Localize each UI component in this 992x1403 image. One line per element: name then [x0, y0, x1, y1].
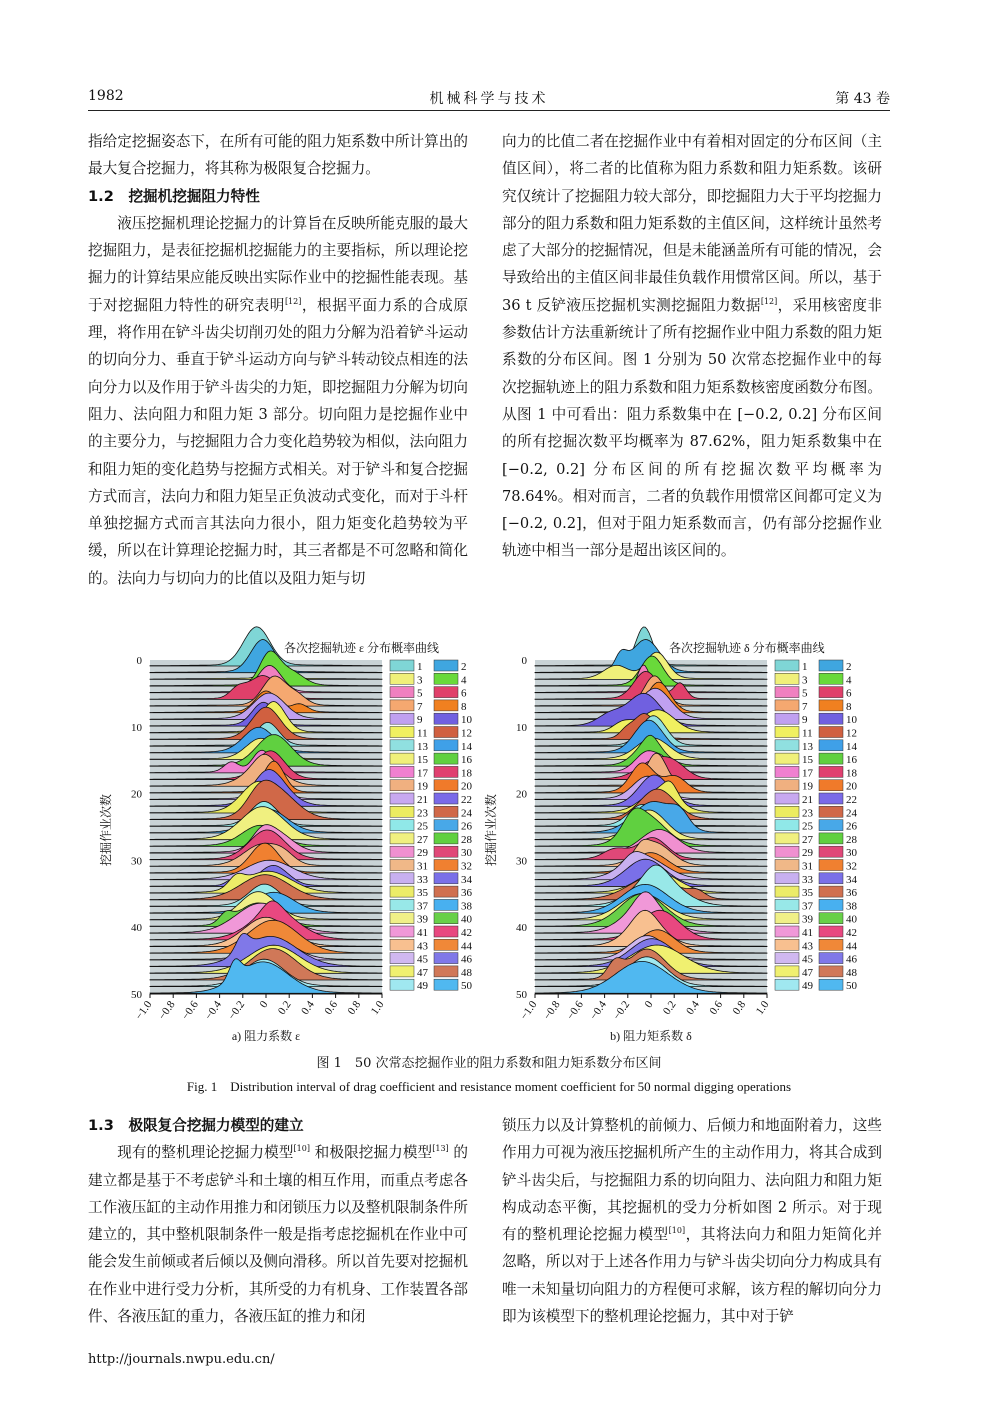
x-tick-label: 0.6: [322, 998, 341, 1017]
legend-swatch-30: [434, 846, 458, 857]
x-axis-label: a) 阻力系数 ε: [231, 1029, 301, 1043]
legend-label-1: 1: [417, 661, 423, 673]
legend-label-25: 25: [802, 820, 813, 833]
legend-swatch-11: [390, 727, 414, 738]
y-axis-label: 挖掘作业次数: [99, 793, 113, 867]
legend-label-10: 10: [846, 714, 857, 727]
legend-swatch-39: [390, 913, 414, 924]
legend-label-33: 33: [802, 873, 813, 886]
legend-label-4: 4: [461, 674, 467, 687]
legend-swatch-47: [390, 966, 414, 977]
legend-label-41: 41: [802, 927, 813, 939]
legend-swatch-11: [775, 727, 799, 738]
y-tick-label: 0: [521, 655, 527, 667]
y-tick-label: 40: [131, 922, 142, 935]
legend-swatch-23: [390, 806, 414, 817]
legend-swatch-34: [819, 873, 843, 884]
paragraph: 现有的整机理论挖掘力模型[10] 和极限挖掘力模型[13] 的建立都是基于不考虑铲斗和土壤的相互作用，而重点考虑各工作液压缸的主动作用推力和闭锁压力以及整机限制条件所建立的，其中整机限制条件一般是指考虑挖掘机在作业中可能会发生前倾或者后倾以及侧向滑移。所以首先要对挖掘机在作业中进行受力分析，其所受的力有机身、工作装置各部件、各液压缸的重力，各液压缸的推力和闭: [88, 1144, 468, 1326]
x-axis-label: b) 阻力矩系数 δ: [610, 1029, 692, 1043]
x-tick-label: −0.6: [179, 998, 201, 1023]
legend-swatch-37: [775, 899, 799, 910]
legend-label-16: 16: [461, 754, 472, 767]
legend-swatch-18: [819, 766, 843, 777]
legend-swatch-5: [775, 687, 799, 698]
x-tick-label: −0.2: [225, 998, 248, 1023]
legend-swatch-43: [775, 939, 799, 950]
legend-swatch-15: [775, 753, 799, 764]
legend-label-2: 2: [461, 661, 467, 673]
legend-label-48: 48: [846, 966, 857, 979]
citation-12[interactable]: [12]: [284, 296, 302, 306]
legend-swatch-17: [775, 766, 799, 777]
x-tick-label: 0.6: [707, 998, 726, 1017]
legend-label-38: 38: [461, 900, 472, 913]
legend-swatch-28: [819, 833, 843, 844]
x-tick-label: 0.2: [660, 998, 679, 1017]
legend-swatch-48: [819, 966, 843, 977]
legend-swatch-42: [819, 926, 843, 937]
x-tick-label: 0: [257, 998, 271, 1011]
legend-label-36: 36: [846, 887, 857, 900]
legend-label-29: 29: [802, 847, 813, 860]
legend-label-13: 13: [417, 740, 428, 753]
legend-swatch-24: [434, 806, 458, 817]
legend-label-3: 3: [802, 674, 808, 687]
legend-swatch-21: [775, 793, 799, 804]
legend-swatch-8: [819, 700, 843, 711]
y-tick-label: 30: [516, 855, 527, 868]
page-number: 1982: [88, 88, 124, 104]
legend-label-23: 23: [802, 807, 813, 820]
legend-swatch-3: [390, 673, 414, 684]
legend-label-24: 24: [846, 807, 857, 820]
legend-swatch-2: [819, 660, 843, 671]
legend-label-16: 16: [846, 754, 857, 767]
legend-swatch-3: [775, 673, 799, 684]
x-tick-label: 1.0: [368, 998, 387, 1017]
legend-label-45: 45: [802, 953, 813, 966]
legend-swatch-17: [390, 766, 414, 777]
figure-caption-cn: 图 1 50 次常态挖掘作业的阻力系数和阻力矩系数分布区间: [316, 1056, 662, 1071]
legend-label-50: 50: [846, 980, 857, 993]
legend-swatch-7: [390, 700, 414, 711]
legend-swatch-50: [819, 979, 843, 990]
legend-label-35: 35: [802, 887, 813, 900]
legend-label-23: 23: [417, 807, 428, 820]
legend-label-17: 17: [417, 767, 428, 780]
citation-10[interactable]: [10]: [293, 1144, 310, 1154]
y-axis-label: 挖掘作业次数: [484, 793, 498, 867]
legend-swatch-10: [434, 713, 458, 724]
legend-label-22: 22: [461, 794, 472, 806]
legend-swatch-1: [775, 660, 799, 671]
legend-label-30: 30: [461, 847, 472, 860]
legend-swatch-13: [775, 740, 799, 751]
legend-label-9: 9: [417, 714, 423, 727]
legend-swatch-25: [775, 820, 799, 831]
x-tick-label: −0.4: [587, 998, 610, 1023]
legend-label-7: 7: [417, 700, 423, 713]
legend-swatch-49: [390, 979, 414, 990]
y-tick-label: 20: [131, 788, 142, 801]
left-column-top: [88, 128, 468, 592]
x-tick-label: 0.4: [299, 998, 317, 1017]
legend-swatch-42: [434, 926, 458, 937]
y-tick-label: 0: [136, 655, 142, 667]
legend-swatch-26: [434, 820, 458, 831]
legend-label-3: 3: [417, 674, 423, 687]
chart-title: 各次挖掘轨迹 δ 分布概率曲线: [669, 641, 825, 655]
legend-label-39: 39: [802, 913, 813, 926]
legend-label-26: 26: [846, 820, 857, 833]
section-heading-1-2: 1.2 挖掘机挖掘阻力特性: [88, 187, 260, 205]
x-tick-label: 0.2: [275, 998, 294, 1017]
legend-label-24: 24: [461, 807, 472, 820]
legend-label-31: 31: [802, 860, 813, 873]
legend-swatch-1: [390, 660, 414, 671]
legend-swatch-31: [775, 860, 799, 871]
x-tick-label: 0.8: [345, 998, 364, 1017]
legend-swatch-19: [390, 780, 414, 791]
legend-swatch-45: [390, 953, 414, 964]
legend-label-5: 5: [417, 687, 423, 700]
legend-swatch-9: [775, 713, 799, 724]
legend-swatch-28: [434, 833, 458, 844]
legend-swatch-15: [390, 753, 414, 764]
legend-label-7: 7: [802, 700, 808, 713]
legend-label-37: 37: [417, 900, 428, 913]
legend-label-21: 21: [802, 794, 813, 806]
legend-label-42: 42: [461, 927, 472, 939]
journal-name: 机械科学与技术: [429, 91, 549, 107]
citation-12[interactable]: [12]: [760, 296, 778, 306]
legend-swatch-35: [775, 886, 799, 897]
legend-swatch-29: [775, 846, 799, 857]
legend-label-41: 41: [417, 927, 428, 939]
right-column-top: [502, 128, 882, 565]
legend-label-37: 37: [802, 900, 813, 913]
legend-label-18: 18: [846, 767, 857, 780]
legend-swatch-37: [390, 899, 414, 910]
legend-swatch-46: [819, 953, 843, 964]
x-tick-label: −0.8: [156, 998, 178, 1023]
legend-label-6: 6: [461, 687, 467, 700]
legend-label-30: 30: [846, 847, 857, 860]
legend-label-12: 12: [461, 727, 472, 740]
x-tick-label: 0.4: [684, 998, 702, 1017]
legend-swatch-2: [434, 660, 458, 671]
legend-swatch-44: [819, 939, 843, 950]
legend-swatch-5: [390, 687, 414, 698]
legend-swatch-12: [434, 727, 458, 738]
legend-swatch-19: [775, 780, 799, 791]
legend-swatch-33: [775, 873, 799, 884]
legend-label-1: 1: [802, 661, 808, 673]
legend-swatch-25: [390, 820, 414, 831]
legend-label-47: 47: [802, 966, 813, 979]
legend-label-20: 20: [846, 780, 857, 793]
legend-swatch-40: [434, 913, 458, 924]
legend-swatch-43: [390, 939, 414, 950]
legend-swatch-32: [819, 860, 843, 871]
legend-swatch-20: [819, 780, 843, 791]
running-header: [88, 88, 890, 111]
legend-label-34: 34: [846, 873, 857, 886]
legend-label-43: 43: [417, 940, 428, 953]
section-heading-1-3: 1.3 极限复合挖掘力模型的建立: [88, 1117, 304, 1134]
legend-label-50: 50: [461, 980, 472, 993]
paragraph: 锁压力以及计算整机的前倾力、后倾力和地面附着力，这些作用力可视为液压挖掘机所产生的主动作用力，将其合成到铲斗齿尖后，与挖掘阻力系的切向阻力、法向阻力和阻力矩构成动态平衡，其挖掘机的受力分析如图 2 所示。对于现有的整机理论挖掘力模型[10]，其将法向力和阻力矩简化并忽略，所以对于上述各作用力与铲斗齿尖切向分力构成具有唯一未知量切向阻力的方程便可求解，该方程的解切向分力即为该模型下的整机理论挖掘力，其中对于铲: [502, 1117, 882, 1326]
legend-label-49: 49: [417, 980, 428, 993]
legend-swatch-22: [819, 793, 843, 804]
x-tick-label: −1.0: [133, 998, 155, 1023]
legend-label-33: 33: [417, 873, 428, 886]
legend-swatch-24: [819, 806, 843, 817]
legend-swatch-44: [434, 939, 458, 950]
x-tick-label: −0.8: [541, 998, 563, 1023]
legend-swatch-33: [390, 873, 414, 884]
legend-swatch-13: [390, 740, 414, 751]
legend-swatch-27: [775, 833, 799, 844]
legend-label-43: 43: [802, 940, 813, 953]
y-tick-label: 50: [131, 989, 142, 1001]
legend-label-46: 46: [846, 953, 857, 966]
legend-label-11: 11: [802, 727, 813, 740]
legend-swatch-38: [434, 899, 458, 910]
legend-swatch-38: [819, 899, 843, 910]
legend-label-15: 15: [417, 754, 428, 767]
legend-swatch-47: [775, 966, 799, 977]
legend-swatch-36: [434, 886, 458, 897]
legend-label-26: 26: [461, 820, 472, 833]
chart-title: 各次挖掘轨迹 ε 分布概率曲线: [284, 641, 440, 655]
legend-label-34: 34: [461, 873, 472, 886]
legend-swatch-4: [434, 673, 458, 684]
legend-swatch-26: [819, 820, 843, 831]
legend-swatch-10: [819, 713, 843, 724]
paragraph: 向力的比值二者在挖掘作业中有着相对固定的分布区间（主值区间），将二者的比值称为阻力系数和阻力矩系数。该研究仅统计了挖掘阻力较大部分，即挖掘阻力大于平均挖掘力部分的阻力系数和阻力矩系数的主值区间，这样统计虽然考虑了大部分的挖掘情况，但是未能涵盖所有可能的情况，会导致给出的主值区间非最佳负载作用惯常区间。所以，基于 36 t 反铲液压挖掘机实测挖掘阻力数据[12]，采用核密度非参数估计方法重新统计了所有挖掘作业中阻力系数的阻力矩系数的分布区间。图 1 分别为 50 次常态挖掘作业中的每次挖掘轨迹上的阻力系数和阻力矩系数核密度函数分布图。从图 1 中可看出：阻力系数集中在 [−0.2, 0.2] 分布区间的所有挖掘次数平均概率为 87.62%，阻力矩系数集中在 [−0.2, 0.2] 分布区间的所有挖掘次数平均概率为 78.64%。相对而言，二者的负载作用惯常区间都可定义为 [−0.2, 0.2]，但对于阻力矩系数而言，仍有部分挖掘作业轨迹中相当一部分是超出该区间的。: [502, 133, 882, 560]
legend-label-17: 17: [802, 767, 813, 780]
legend-swatch-30: [819, 846, 843, 857]
legend-label-35: 35: [417, 887, 428, 900]
paragraph: 液压挖掘机理论挖掘力的计算旨在反映所能克服的最大挖掘阻力，是表征挖掘机挖掘能力的主要指标，所以理论挖掘力的计算结果应能反映出实际作业中的挖掘性能表现。基于对挖掘阻力特性的研究表明[12]，根据平面力系的合成原理，将作用在铲斗齿尖切削刃处的阻力分解为沿着铲斗运动的切向分力、垂直于铲斗运动方向与铲斗转动铰点相连的法向分力以及作用于铲斗齿尖的力矩，即挖掘阻力分解为切向阻力、法向阻力和阻力矩 3 部分。切向阻力是挖掘作业中的主要分力，与挖掘阻力合力变化趋势较为相似，法向阻力和阻力矩的变化趋势与挖掘方式相关。对于铲斗和复合挖掘方式而言，法向力和阻力矩呈正负波动式变化，而对于斗杆单独挖掘方式而言其法向力很小，阻力矩变化趋势较为平缓，所以在计算理论挖掘力时，其三者都是不可忽略和简化的。法向力与切向力的比值以及阻力矩与切: [88, 214, 468, 587]
y-tick-label: 30: [131, 855, 142, 868]
legend-swatch-34: [434, 873, 458, 884]
x-tick-label: −0.4: [202, 998, 225, 1023]
legend-label-44: 44: [846, 940, 857, 953]
legend-label-25: 25: [417, 820, 428, 833]
legend-swatch-21: [390, 793, 414, 804]
x-tick-label: −1.0: [518, 998, 540, 1023]
legend-label-22: 22: [846, 794, 857, 806]
legend-swatch-23: [775, 806, 799, 817]
y-tick-label: 20: [516, 788, 527, 801]
legend-label-40: 40: [461, 913, 472, 926]
footer-url[interactable]: http://journals.nwpu.edu.cn/: [88, 1352, 275, 1367]
x-tick-label: 1.0: [753, 998, 772, 1017]
legend-label-6: 6: [846, 687, 852, 700]
legend-label-38: 38: [846, 900, 857, 913]
figure-1: [88, 618, 890, 1048]
legend-label-8: 8: [461, 700, 467, 713]
legend-label-48: 48: [461, 966, 472, 979]
legend-label-32: 32: [846, 860, 857, 873]
legend-label-10: 10: [461, 714, 472, 727]
legend-label-18: 18: [461, 767, 472, 780]
x-tick-label: −0.2: [610, 998, 633, 1023]
paragraph: 指给定挖掘姿态下，在所有可能的阻力矩系数中所计算出的最大复合挖掘力，将其称为极限复合挖掘力。: [88, 133, 468, 178]
legend-swatch-9: [390, 713, 414, 724]
legend-label-32: 32: [461, 860, 472, 873]
citation-13[interactable]: [13]: [432, 1144, 449, 1154]
legend-swatch-31: [390, 860, 414, 871]
legend-swatch-14: [819, 740, 843, 751]
legend-swatch-49: [775, 979, 799, 990]
y-tick-label: 50: [516, 989, 527, 1001]
legend-swatch-29: [390, 846, 414, 857]
legend-swatch-8: [434, 700, 458, 711]
legend-swatch-32: [434, 860, 458, 871]
legend-label-44: 44: [461, 940, 472, 953]
legend-label-27: 27: [417, 833, 428, 846]
legend-label-28: 28: [461, 833, 472, 846]
legend-swatch-16: [819, 753, 843, 764]
legend-swatch-4: [819, 673, 843, 684]
legend-swatch-7: [775, 700, 799, 711]
legend-label-49: 49: [802, 980, 813, 993]
y-tick-label: 10: [131, 721, 142, 734]
legend-swatch-16: [434, 753, 458, 764]
legend-label-15: 15: [802, 754, 813, 767]
legend-swatch-48: [434, 966, 458, 977]
legend-label-28: 28: [846, 833, 857, 846]
legend-swatch-41: [390, 926, 414, 937]
legend-swatch-50: [434, 979, 458, 990]
legend-swatch-40: [819, 913, 843, 924]
x-tick-label: 0.8: [730, 998, 749, 1017]
legend-label-47: 47: [417, 966, 428, 979]
figure-caption-en: Fig. 1 Distribution interval of drag coefficient and resistance moment coefficient for 50 normal digging operations: [186, 1079, 792, 1094]
legend-label-12: 12: [846, 727, 857, 740]
x-tick-label: 0: [642, 998, 656, 1011]
legend-swatch-6: [434, 687, 458, 698]
legend-swatch-36: [819, 886, 843, 897]
citation-10[interactable]: [10]: [668, 1226, 686, 1236]
legend-label-19: 19: [802, 780, 813, 793]
x-tick-label: −0.6: [564, 998, 586, 1023]
legend-swatch-45: [775, 953, 799, 964]
legend-label-11: 11: [417, 727, 428, 740]
legend-label-40: 40: [846, 913, 857, 926]
legend-label-19: 19: [417, 780, 428, 793]
legend-label-13: 13: [802, 740, 813, 753]
legend-swatch-41: [775, 926, 799, 937]
legend-label-39: 39: [417, 913, 428, 926]
legend-label-14: 14: [846, 740, 857, 753]
legend-swatch-18: [434, 766, 458, 777]
volume-label: 第 43 卷: [835, 91, 890, 107]
legend-swatch-35: [390, 886, 414, 897]
legend-label-2: 2: [846, 661, 852, 673]
y-tick-label: 40: [516, 922, 527, 935]
legend-swatch-6: [819, 687, 843, 698]
legend-swatch-46: [434, 953, 458, 964]
legend-label-45: 45: [417, 953, 428, 966]
y-tick-label: 10: [516, 721, 527, 734]
legend-label-8: 8: [846, 700, 852, 713]
legend-label-36: 36: [461, 887, 472, 900]
legend-swatch-22: [434, 793, 458, 804]
legend-label-21: 21: [417, 794, 428, 806]
legend-label-14: 14: [461, 740, 472, 753]
legend-swatch-27: [390, 833, 414, 844]
legend-label-4: 4: [846, 674, 852, 687]
legend-swatch-20: [434, 780, 458, 791]
legend-swatch-14: [434, 740, 458, 751]
legend-label-42: 42: [846, 927, 857, 939]
legend-label-5: 5: [802, 687, 808, 700]
legend-label-20: 20: [461, 780, 472, 793]
legend-swatch-12: [819, 727, 843, 738]
left-column-bottom: [88, 1112, 468, 1330]
legend-label-31: 31: [417, 860, 428, 873]
right-column-bottom: [502, 1112, 882, 1330]
legend-label-29: 29: [417, 847, 428, 860]
legend-label-9: 9: [802, 714, 808, 727]
legend-swatch-39: [775, 913, 799, 924]
legend-label-46: 46: [461, 953, 472, 966]
legend-label-27: 27: [802, 833, 813, 846]
